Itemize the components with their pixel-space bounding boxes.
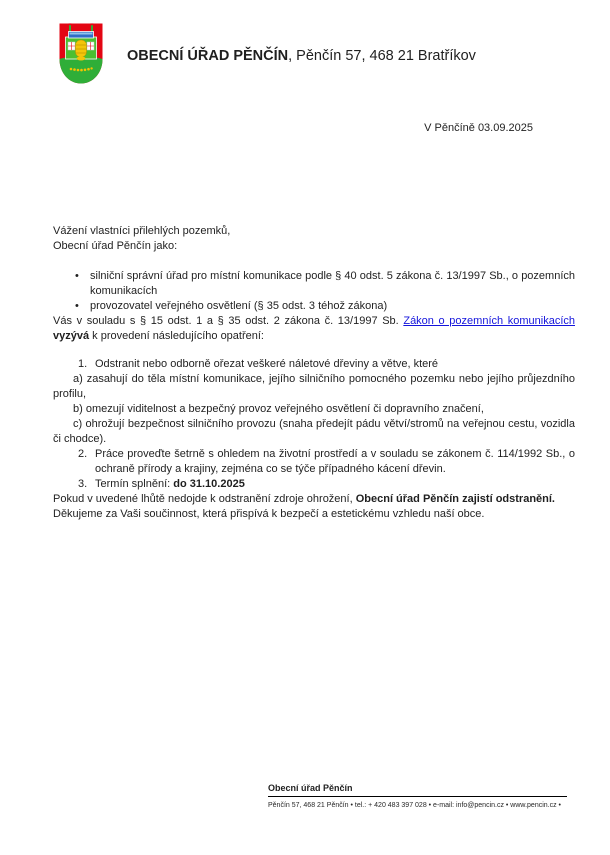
header-office-name: OBECNÍ ÚŘAD PĚNČÍN	[127, 48, 289, 64]
bullet-text: provozovatel veřejného osvětlení (§ 35 odst. 3 téhož zákona)	[90, 300, 388, 312]
item-text: Odstranit nebo odborně ořezat veškeré náletové dřeviny a větve, které	[95, 358, 439, 370]
sub-item-b: b) omezují viditelnost a bezpečný provoz veřejného osvětlení či dopravního značení,	[73, 403, 484, 415]
bullet-text: silniční správní úřad pro místní komunikace podle § 40 odst. 5 zákona č. 13/1997 Sb., o pozemních komunikacích	[90, 270, 575, 297]
warning-paragraph	[53, 492, 575, 507]
role-bullet-list	[53, 269, 575, 314]
deadline-date: do 31.10.2025	[173, 478, 245, 490]
callout-bold-word: vyzývá	[53, 330, 90, 342]
list-item	[53, 447, 575, 477]
warning-bold: Obecní úřad Pěnčín zajistí odstranění.	[355, 493, 555, 505]
greeting: Vážení vlastníci přilehlých pozemků,	[53, 225, 231, 237]
item-number: 1.	[78, 358, 88, 370]
header-office-line	[127, 46, 476, 66]
item-number: 2.	[78, 448, 88, 460]
item-text: Práce proveďte šetrně s ohledem na životní prostředí a v souladu se zákonem č. 114/1992 Sb., o ochraně přírody a krajiny, zejména co se týče případného kácení dřevin.	[95, 448, 575, 475]
letter-body	[53, 224, 575, 522]
footer-divider	[268, 796, 567, 797]
law-hyperlink[interactable]: Zákon o pozemních komunikacích	[403, 315, 575, 327]
sub-item-a: a) zasahují do těla místní komunikace, jejího silničního pomocného pozemku nebo jejího průjezdního profilu,	[53, 373, 575, 400]
list-item	[53, 299, 575, 314]
warning-normal: Pokud v uvedené lhůtě nedojde k odstranění zdroje ohrožení,	[53, 493, 356, 505]
pencin-coat-of-arms-icon	[58, 22, 104, 85]
date-line: V Pěnčíně 03.09.2025	[424, 122, 533, 134]
item-number: 3.	[78, 478, 88, 490]
intro-line: Obecní úřad Pěnčín jako:	[53, 240, 178, 252]
footer-contact-line: Pěnčín 57, 468 21 Pěnčín • tel.: + 420 483 397 028 • e-mail: info@pencin.cz • www.pencin.cz •	[268, 802, 561, 809]
deadline-label: Termín splnění:	[95, 478, 174, 490]
callout-before-link: Vás v souladu s § 15 odst. 1 a § 35 odst. 2 zákona č. 13/1997 Sb.	[53, 315, 404, 327]
sub-item-c: c) ohrožují bezpečnost silničního provozu (snaha předejít pádu větví/stromů na veřejnou cestu, vozidla či chodce).	[53, 418, 575, 445]
measures-numbered-list	[53, 357, 575, 492]
letter-footer	[268, 782, 568, 810]
header-office-address: , Pěnčín 57, 468 21 Bratříkov	[288, 48, 476, 64]
callout-paragraph	[53, 314, 575, 344]
thanks-paragraph: Děkujeme za Vaši součinnost, která přispívá k bezpečí a estetickému vzhledu naší obce.	[53, 508, 485, 520]
footer-office-name: Obecní úřad Pěnčín	[268, 783, 353, 793]
bullet-icon: •	[75, 270, 79, 282]
callout-after-bold: k provedení následujícího opatření:	[89, 330, 264, 342]
list-item	[53, 269, 575, 299]
item-text	[95, 477, 575, 492]
list-item	[53, 477, 575, 492]
list-item	[53, 357, 575, 372]
bullet-icon: •	[75, 300, 79, 312]
